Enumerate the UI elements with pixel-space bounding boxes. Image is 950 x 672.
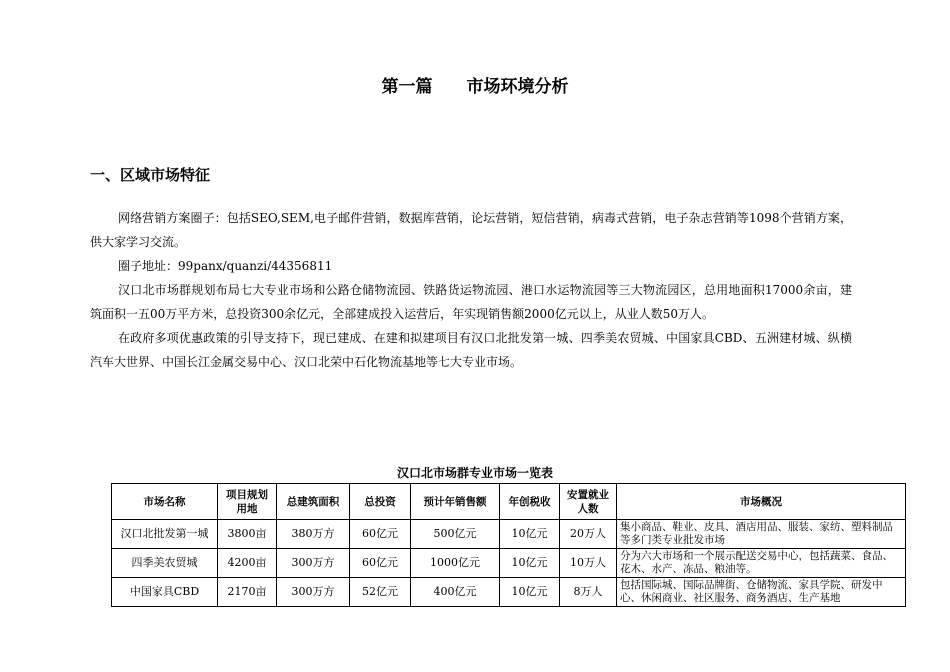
title-name: 市场环境分析 [466, 77, 569, 97]
cell-floor-area: 300万方 [277, 549, 350, 578]
cell-annual-sales: 1000亿元 [411, 549, 500, 578]
table-row [112, 520, 906, 549]
cell-overview: 分为六大市场和一个展示配送交易中心，包括蔬菜、食品、花木、水产、冻品、粮油等。 [617, 549, 906, 578]
cell-planned-land: 2170亩 [218, 578, 277, 607]
cell-planned-land: 4200亩 [218, 549, 277, 578]
cell-annual-sales: 400亿元 [411, 578, 500, 607]
header-overview: 市场概况 [617, 484, 906, 520]
cell-employment: 20万人 [560, 520, 617, 549]
cell-market-name: 中国家具CBD [112, 578, 218, 607]
table-caption: 汉口北市场群专业市场一览表 [396, 466, 553, 480]
cell-tax: 10亿元 [500, 520, 560, 549]
header-tax: 年创税收 [500, 484, 560, 520]
cell-overview: 集小商品、鞋业、皮具、酒店用品、服装、家纺、塑料制品等多门类专业批发市场 [617, 520, 906, 549]
cell-overview: 包括国际城、国际品牌街、仓储物流、家具学院、研发中心、休闲商业、社区服务、商务酒店、生产基地 [617, 578, 906, 607]
cell-floor-area: 380万方 [277, 520, 350, 549]
cell-floor-area: 300万方 [277, 578, 350, 607]
cell-market-name: 四季美农贸城 [112, 549, 218, 578]
cell-investment: 52亿元 [350, 578, 411, 607]
table-header-row [112, 484, 906, 520]
section-heading: 一、区域市场特征 [90, 166, 211, 184]
page-title [0, 72, 950, 97]
paragraph-layout: 汉口北市场群规划布局七大专业市场和公路仓储物流园、铁路货运物流园、港口水运物流园等三大物流园区，总用地面积17000余亩，建筑面积一五00万平方米，总投资300余亿元，全部建成投入运营后，年实现销售额2000亿元以上，从业人数50万人。 [90, 283, 852, 321]
paragraph-intro: 网络营销方案圈子：包括SEO,SEM,电子邮件营销，数据库营销，论坛营销，短信营销，病毒式营销，电子杂志营销等1098个营销方案，供大家学习交流。 [90, 211, 852, 249]
header-annual-sales: 预计年销售额 [411, 484, 500, 520]
cell-employment: 10万人 [560, 549, 617, 578]
cell-tax: 10亿元 [500, 549, 560, 578]
table-row [112, 578, 906, 607]
header-market-name: 市场名称 [112, 484, 218, 520]
body-text [90, 206, 852, 374]
header-floor-area: 总建筑面积 [277, 484, 350, 520]
header-employment: 安置就业人数 [560, 484, 617, 520]
paragraph-projects: 在政府多项优惠政策的引导支持下，现已建成、在建和拟建项目有汉口北批发第一城、四季美农贸城、中国家具CBD、五洲建材城、纵横汽车大世界、中国长江金属交易中心、汉口北荣中石化物流基地等七大专业市场。 [90, 331, 852, 369]
cell-investment: 60亿元 [350, 520, 411, 549]
paragraph-address: 圈子地址：99panx/quanzi/44356811 [118, 259, 333, 273]
header-investment: 总投资 [350, 484, 411, 520]
cell-tax: 10亿元 [500, 578, 560, 607]
market-table [111, 483, 906, 607]
header-planned-land: 项目规划用地 [218, 484, 277, 520]
cell-market-name: 汉口北批发第一城 [112, 520, 218, 549]
table-row [112, 549, 906, 578]
cell-investment: 60亿元 [350, 549, 411, 578]
cell-employment: 8万人 [560, 578, 617, 607]
title-part: 第一篇 [381, 77, 433, 97]
cell-annual-sales: 500亿元 [411, 520, 500, 549]
cell-planned-land: 3800亩 [218, 520, 277, 549]
